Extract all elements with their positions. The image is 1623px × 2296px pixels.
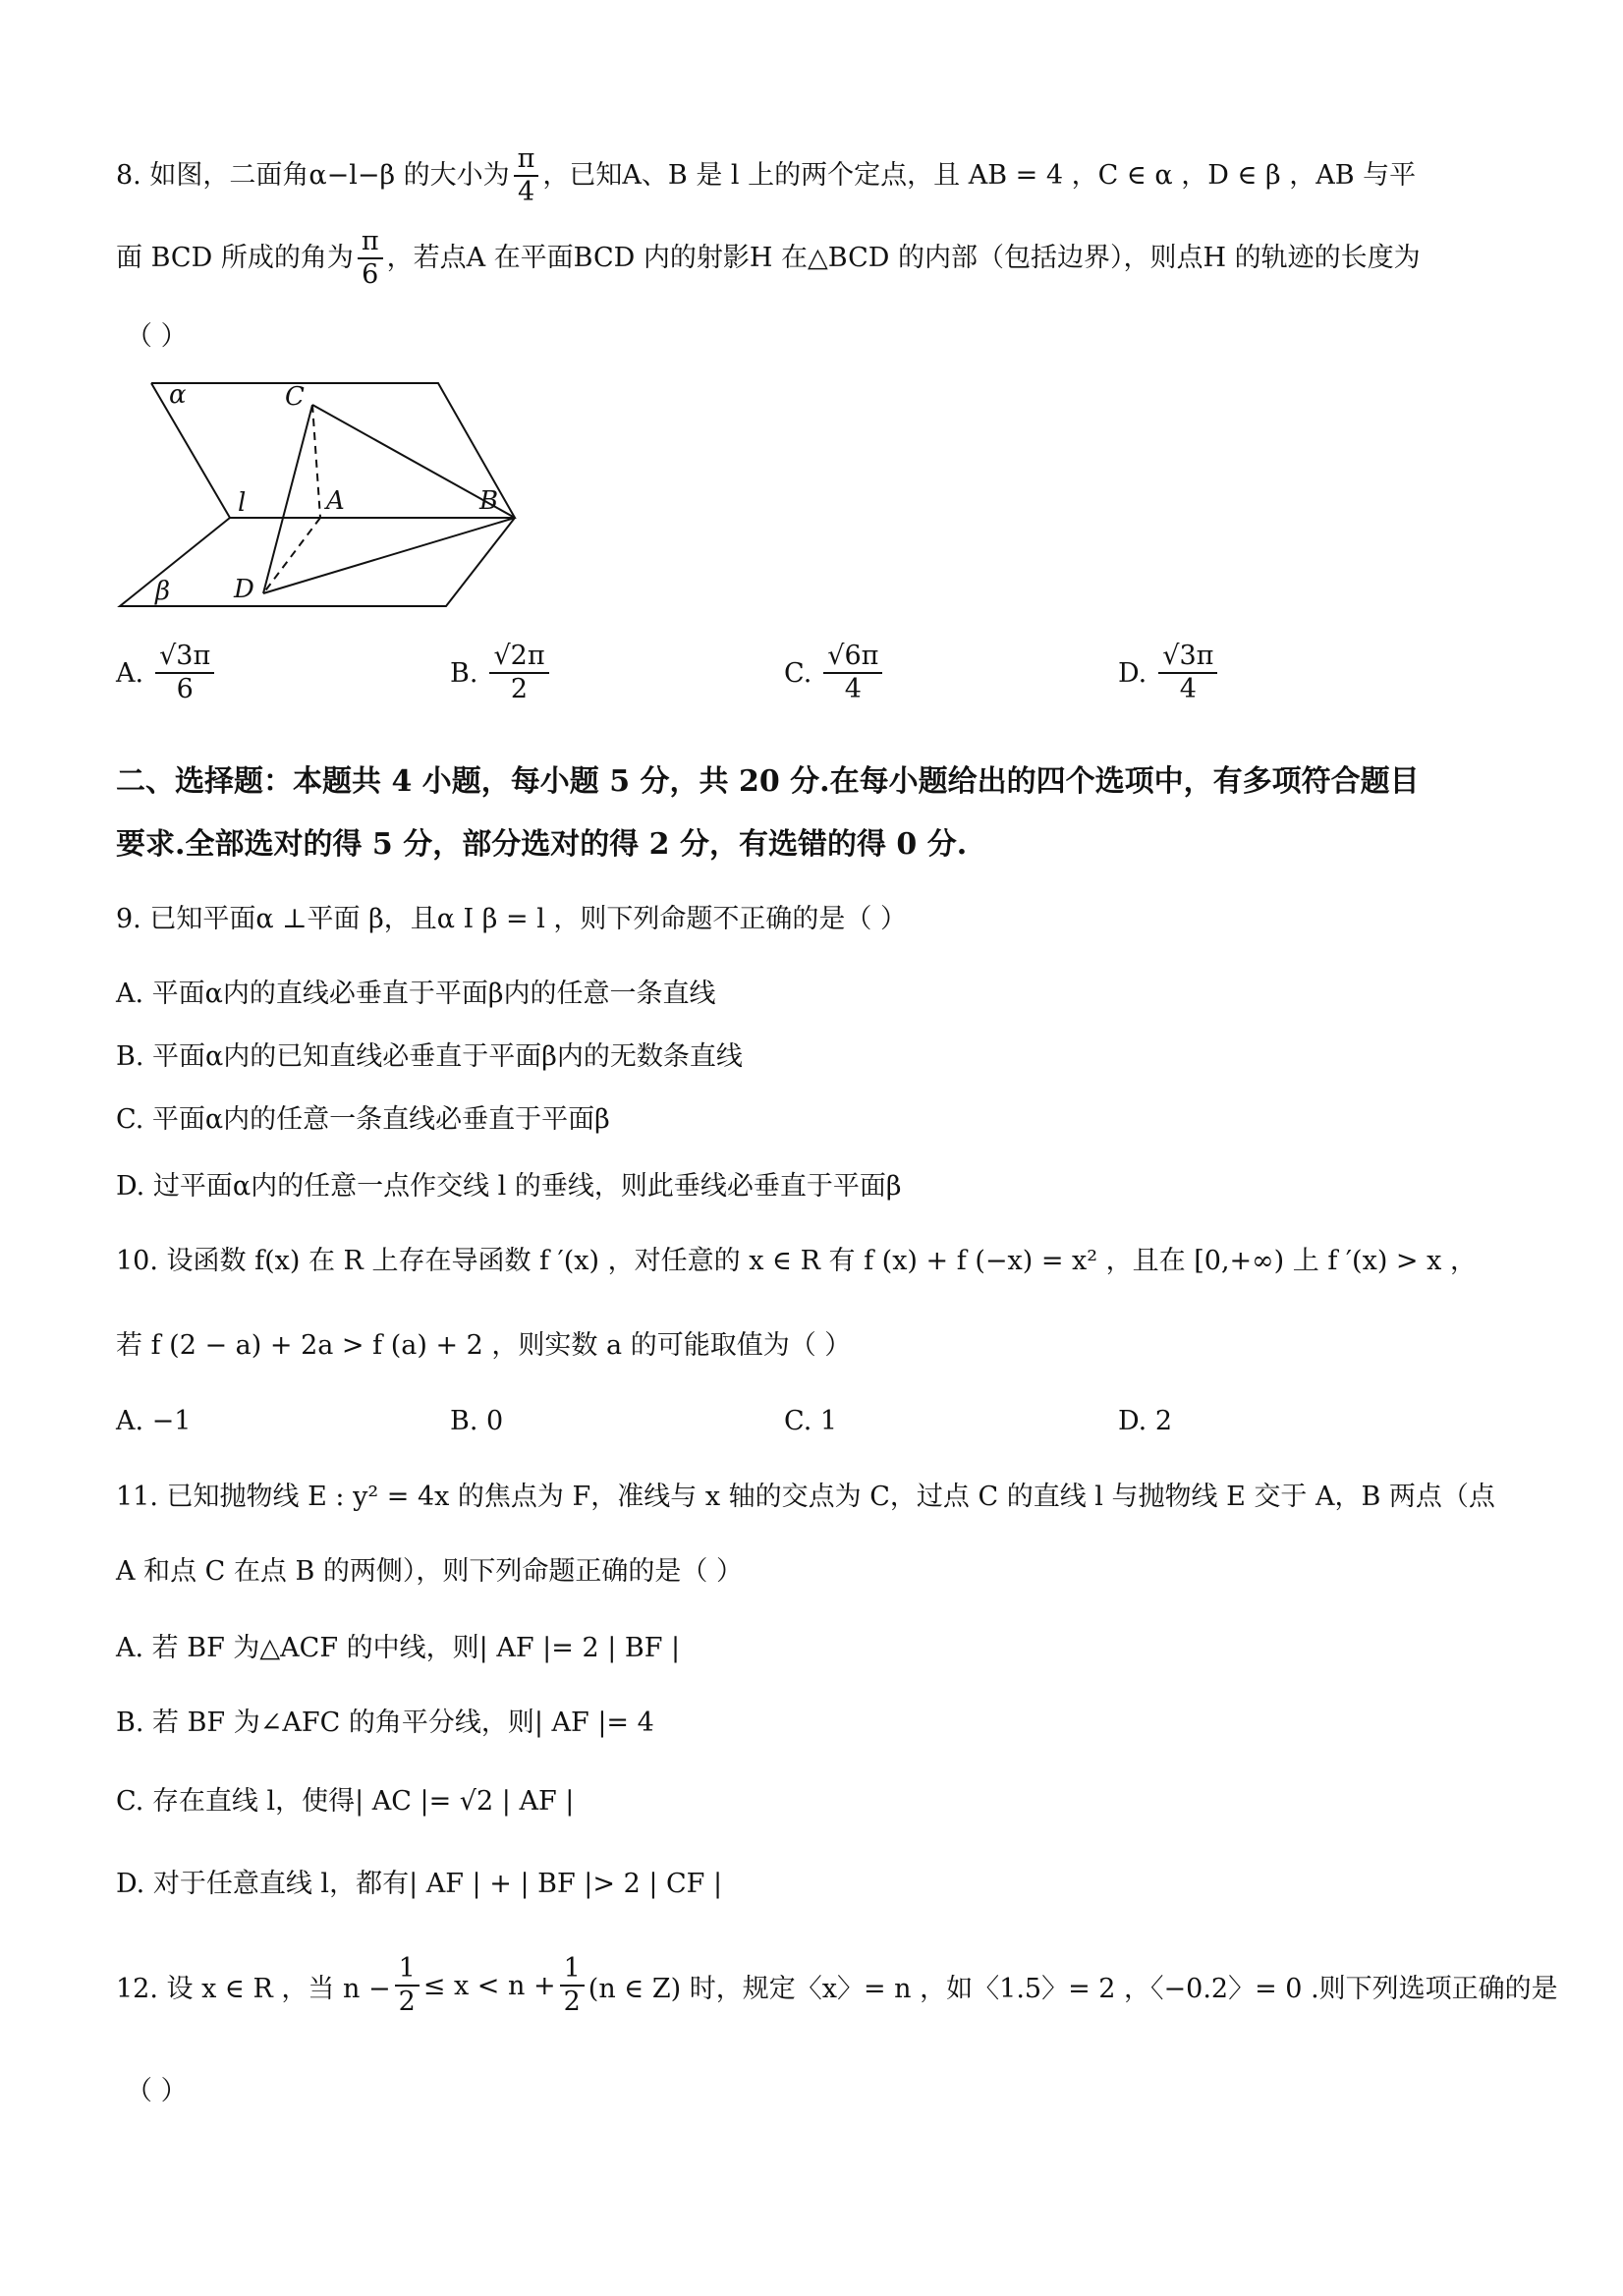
q12-answer-paren: （ ） <box>126 2076 188 2106</box>
q11-stem-line1: 11. 已知抛物线 E : y² = 4x 的焦点为 F，准线与 x 轴的交点为 C，过点 C 的直线 l 与抛物线 E 交于 A，B 两点（点 <box>116 1482 1495 1512</box>
q8-line2 <box>116 228 1421 290</box>
label-alpha: α <box>169 380 187 410</box>
q10-stem-line1: 10. 设函数 f(x) 在 R 上存在导函数 f ′(x) ，对任意的 x ∈ R 有 f (x) + f (−x) = x² ，且在 [0,+∞) 上 f ′(x) > x ， <box>116 1246 1477 1276</box>
frac-denominator: 4 <box>1179 674 1197 704</box>
frac-numerator: π <box>514 145 539 177</box>
edge-DB <box>263 518 515 593</box>
q9-option-d[interactable]: D. 过平面α内的任意一点作交线 l 的垂线，则此垂线必垂直于平面β <box>116 1171 902 1202</box>
frac-numerator: √6π <box>823 643 882 674</box>
q11-stem-line2: A 和点 C 在点 B 的两侧），则下列命题正确的是（ ） <box>116 1556 743 1587</box>
q12-stem <box>116 1955 1558 2017</box>
frac-denominator: 2 <box>398 1987 416 2018</box>
option-fraction <box>489 640 548 704</box>
q8-line1-text-a: 8. 如图，二面角α−l−β 的大小为 <box>116 160 510 192</box>
q8-line1 <box>116 145 1416 207</box>
q12-text-part3: (n ∈ Z) 时，规定〈x〉= n ，如〈1.5〉= 2 ，〈−0.2〉= 0 .则下列选项正确的是 <box>588 1973 1558 2004</box>
q8-options <box>116 639 1511 707</box>
q8-answer-paren: （ ） <box>126 321 188 352</box>
q10-option-d[interactable]: D. 2 <box>1118 1405 1173 1436</box>
label-A: A <box>326 486 345 516</box>
option-letter: C. <box>784 657 812 689</box>
option-fraction <box>155 640 214 704</box>
q12-text-part1: 12. 设 x ∈ R ，当 n − <box>116 1973 391 2004</box>
q8-option-b[interactable] <box>450 639 553 707</box>
label-beta: β <box>155 577 171 606</box>
q12-frac-half-2 <box>560 1955 585 2017</box>
label-C: C <box>285 382 305 412</box>
q9-option-b[interactable]: B. 平面α内的已知直线必垂直于平面β内的无数条直线 <box>116 1041 743 1072</box>
q11-option-a[interactable]: A. 若 BF 为△ACF 的中线，则| AF |= 2 | BF | <box>116 1633 681 1663</box>
q9-option-c[interactable]: C. 平面α内的任意一条直线必垂直于平面β <box>116 1104 610 1135</box>
q8-line2-text-b: ，若点A 在平面BCD 内的射影H 在△BCD 的内部（包括边界），则点H 的轨迹的长度为 <box>386 243 1421 274</box>
edge-CD <box>263 405 312 593</box>
q10-option-a[interactable]: A. −1 <box>116 1405 192 1436</box>
option-letter: B. <box>450 657 478 689</box>
frac-denominator: 4 <box>844 674 862 704</box>
option-letter: D. <box>1118 657 1147 689</box>
q10-stem-line2: 若 f (2 − a) + 2a > f (a) + 2 ，则实数 a 的可能取值为（ ） <box>116 1330 852 1361</box>
dihedral-angle-figure <box>116 373 529 619</box>
q8-frac-pi-over-6 <box>358 228 383 290</box>
plane-beta-outline <box>120 518 515 606</box>
q8-option-a[interactable] <box>116 639 218 707</box>
q12-frac-half-1 <box>395 1955 420 2017</box>
label-D: D <box>234 575 254 604</box>
q8-line2-text-a: 面 BCD 所成的角为 <box>116 243 354 274</box>
frac-denominator: 6 <box>176 674 194 704</box>
frac-numerator: 1 <box>395 1955 420 1987</box>
label-B: B <box>479 486 499 516</box>
dashed-AD <box>263 518 320 593</box>
frac-numerator: π <box>358 228 383 259</box>
q8-option-c[interactable] <box>784 639 886 707</box>
q11-option-d[interactable]: D. 对于任意直线 l，都有| AF | + | BF |> 2 | CF | <box>116 1869 723 1899</box>
option-letter: A. <box>116 657 144 689</box>
frac-denominator: 2 <box>563 1987 581 2018</box>
q8-option-d[interactable] <box>1118 639 1221 707</box>
frac-denominator: 4 <box>517 177 535 208</box>
q10-option-c[interactable]: C. 1 <box>784 1405 838 1436</box>
frac-numerator: √2π <box>489 643 548 674</box>
frac-numerator: √3π <box>155 643 214 674</box>
q8-frac-pi-over-4 <box>514 145 539 207</box>
frac-denominator: 2 <box>510 674 529 704</box>
label-l: l <box>238 488 247 518</box>
frac-denominator: 6 <box>362 259 379 291</box>
dashed-CA <box>312 405 320 518</box>
q9-stem: 9. 已知平面α ⊥平面 β，且α I β = l ，则下列命题不正确的是（ ） <box>116 904 908 934</box>
q11-option-c[interactable]: C. 存在直线 l，使得| AC |= √2 | AF | <box>116 1786 575 1817</box>
q8-line1-text-b: ，已知A、B 是 l 上的两个定点，且 AB = 4 ，C ∈ α ，D ∈ β ，AB 与平 <box>542 160 1417 192</box>
section-2-heading-line1: 二、选择题：本题共 4 小题，每小题 5 分，共 20 分.在每小题给出的四个选项中，有多项符合题目 <box>116 764 1420 799</box>
q9-option-a[interactable]: A. 平面α内的直线必垂直于平面β内的任意一条直线 <box>116 979 716 1009</box>
frac-numerator: √3π <box>1158 643 1217 674</box>
option-fraction <box>1158 640 1217 704</box>
option-fraction <box>823 640 882 704</box>
q10-option-b[interactable]: B. 0 <box>450 1405 504 1436</box>
section-2-heading-line2: 要求.全部选对的得 5 分，部分选对的得 2 分，有选错的得 0 分. <box>116 827 968 862</box>
q12-text-part2: ≤ x < n + <box>422 1970 556 2001</box>
q10-options <box>116 1401 1511 1440</box>
frac-numerator: 1 <box>560 1955 585 1987</box>
q11-option-b[interactable]: B. 若 BF 为∠AFC 的角平分线，则| AF |= 4 <box>116 1708 654 1738</box>
